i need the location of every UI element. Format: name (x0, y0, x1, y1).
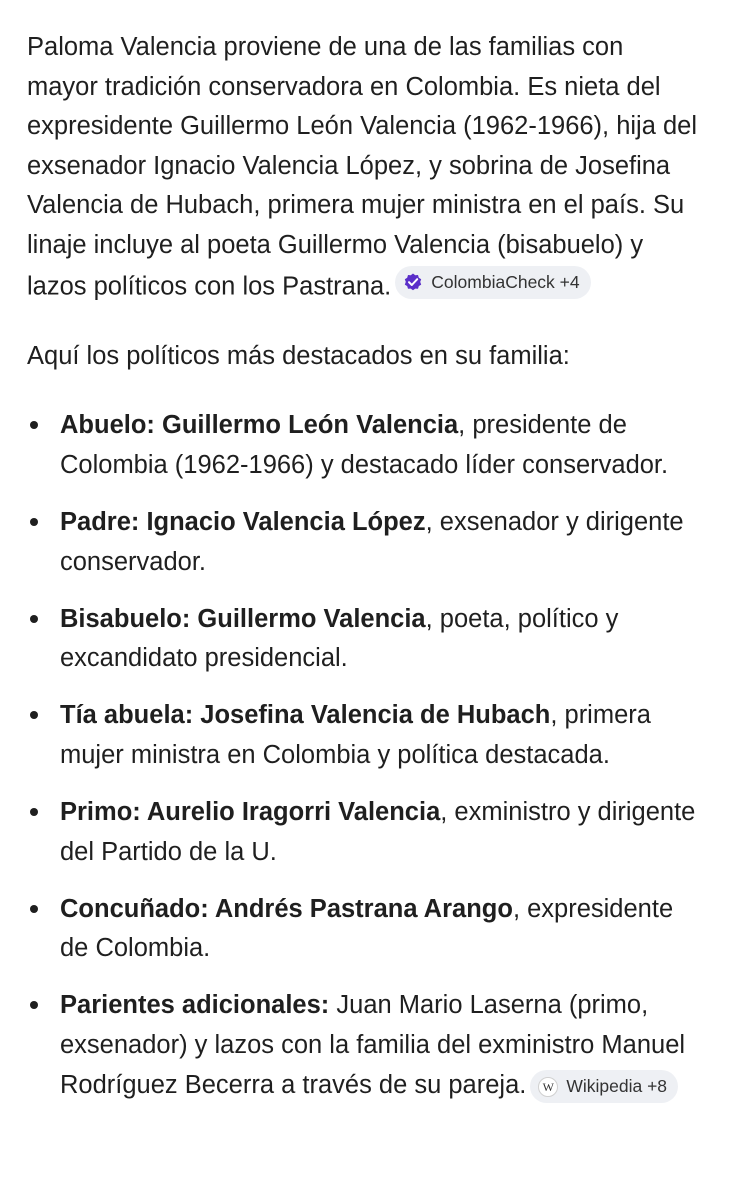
list-item (27, 986, 699, 1105)
bullet-icon (30, 518, 38, 526)
list-item (27, 793, 699, 872)
wikipedia-icon: W (538, 1077, 558, 1097)
member-role-name: Parientes adicionales: (60, 991, 330, 1020)
member-description: , exministro y dirigente del Partido de la U. (60, 798, 696, 866)
list-intro: Aquí los políticos más destacados en su familia: (27, 341, 570, 370)
bullet-icon (30, 421, 38, 429)
member-role-name: Concuñado: Andrés Pastrana Arango (60, 894, 513, 923)
member-description: , exsenador y dirigente conservador. (60, 507, 684, 576)
source-chip-label: ColombiaCheck +4 (431, 271, 580, 292)
family-list (27, 406, 699, 1105)
member-role-name: Tía abuela: Josefina Valencia de Hubach (60, 701, 551, 730)
bullet-icon (30, 1001, 38, 1009)
member-role-name: Abuelo: Guillermo León Valencia (60, 411, 459, 440)
list-item (27, 406, 699, 485)
bullet-icon (30, 711, 38, 719)
source-chip-wikipedia[interactable] (530, 1070, 678, 1103)
bullet-icon (30, 808, 38, 816)
member-description: , presidente de Colombia (1962-1966) y destacado líder conservador. (60, 411, 669, 479)
list-item (27, 890, 699, 969)
member-description: Juan Mario Laserna (primo, exsenador) y lazos con la familia del exministro Manuel Rodríguez Becerra a través de su pareja. (60, 991, 686, 1099)
list-item (27, 503, 699, 582)
source-chip-colombiacheck[interactable] (395, 266, 590, 299)
member-description: , poeta, político y excandidato presidencial. (60, 604, 619, 673)
member-role-name: Padre: Ignacio Valencia López (60, 507, 426, 536)
source-chip-label: Wikipedia +8 (566, 1076, 668, 1097)
list-item (27, 696, 699, 775)
member-role-name: Bisabuelo: Guillermo Valencia (60, 604, 426, 633)
member-role-name: Primo: Aurelio Iragorri Valencia (60, 798, 441, 826)
intro-paragraph (27, 28, 699, 307)
check-badge-icon (403, 272, 423, 292)
list-item (27, 600, 699, 679)
bullet-icon (30, 905, 38, 913)
member-description: , expresidente de Colombia. (60, 894, 674, 963)
intro-paragraph-text: Paloma Valencia proviene de una de las familias con mayor tradición conservadora en Colombia. Es nieta del expresidente Guillermo León Valencia (1962-1966), hija del exsenador Ignacio Valencia López, y sobrina de Josefina Valencia de Hubach, primera mujer ministra en el país. Su linaje incluye al poeta Guillermo Valencia (bisabuelo) y lazos políticos con los Pastrana. (27, 33, 698, 301)
member-description: , primera mujer ministra en Colombia y política destacada. (60, 701, 651, 769)
bullet-icon (30, 615, 38, 623)
